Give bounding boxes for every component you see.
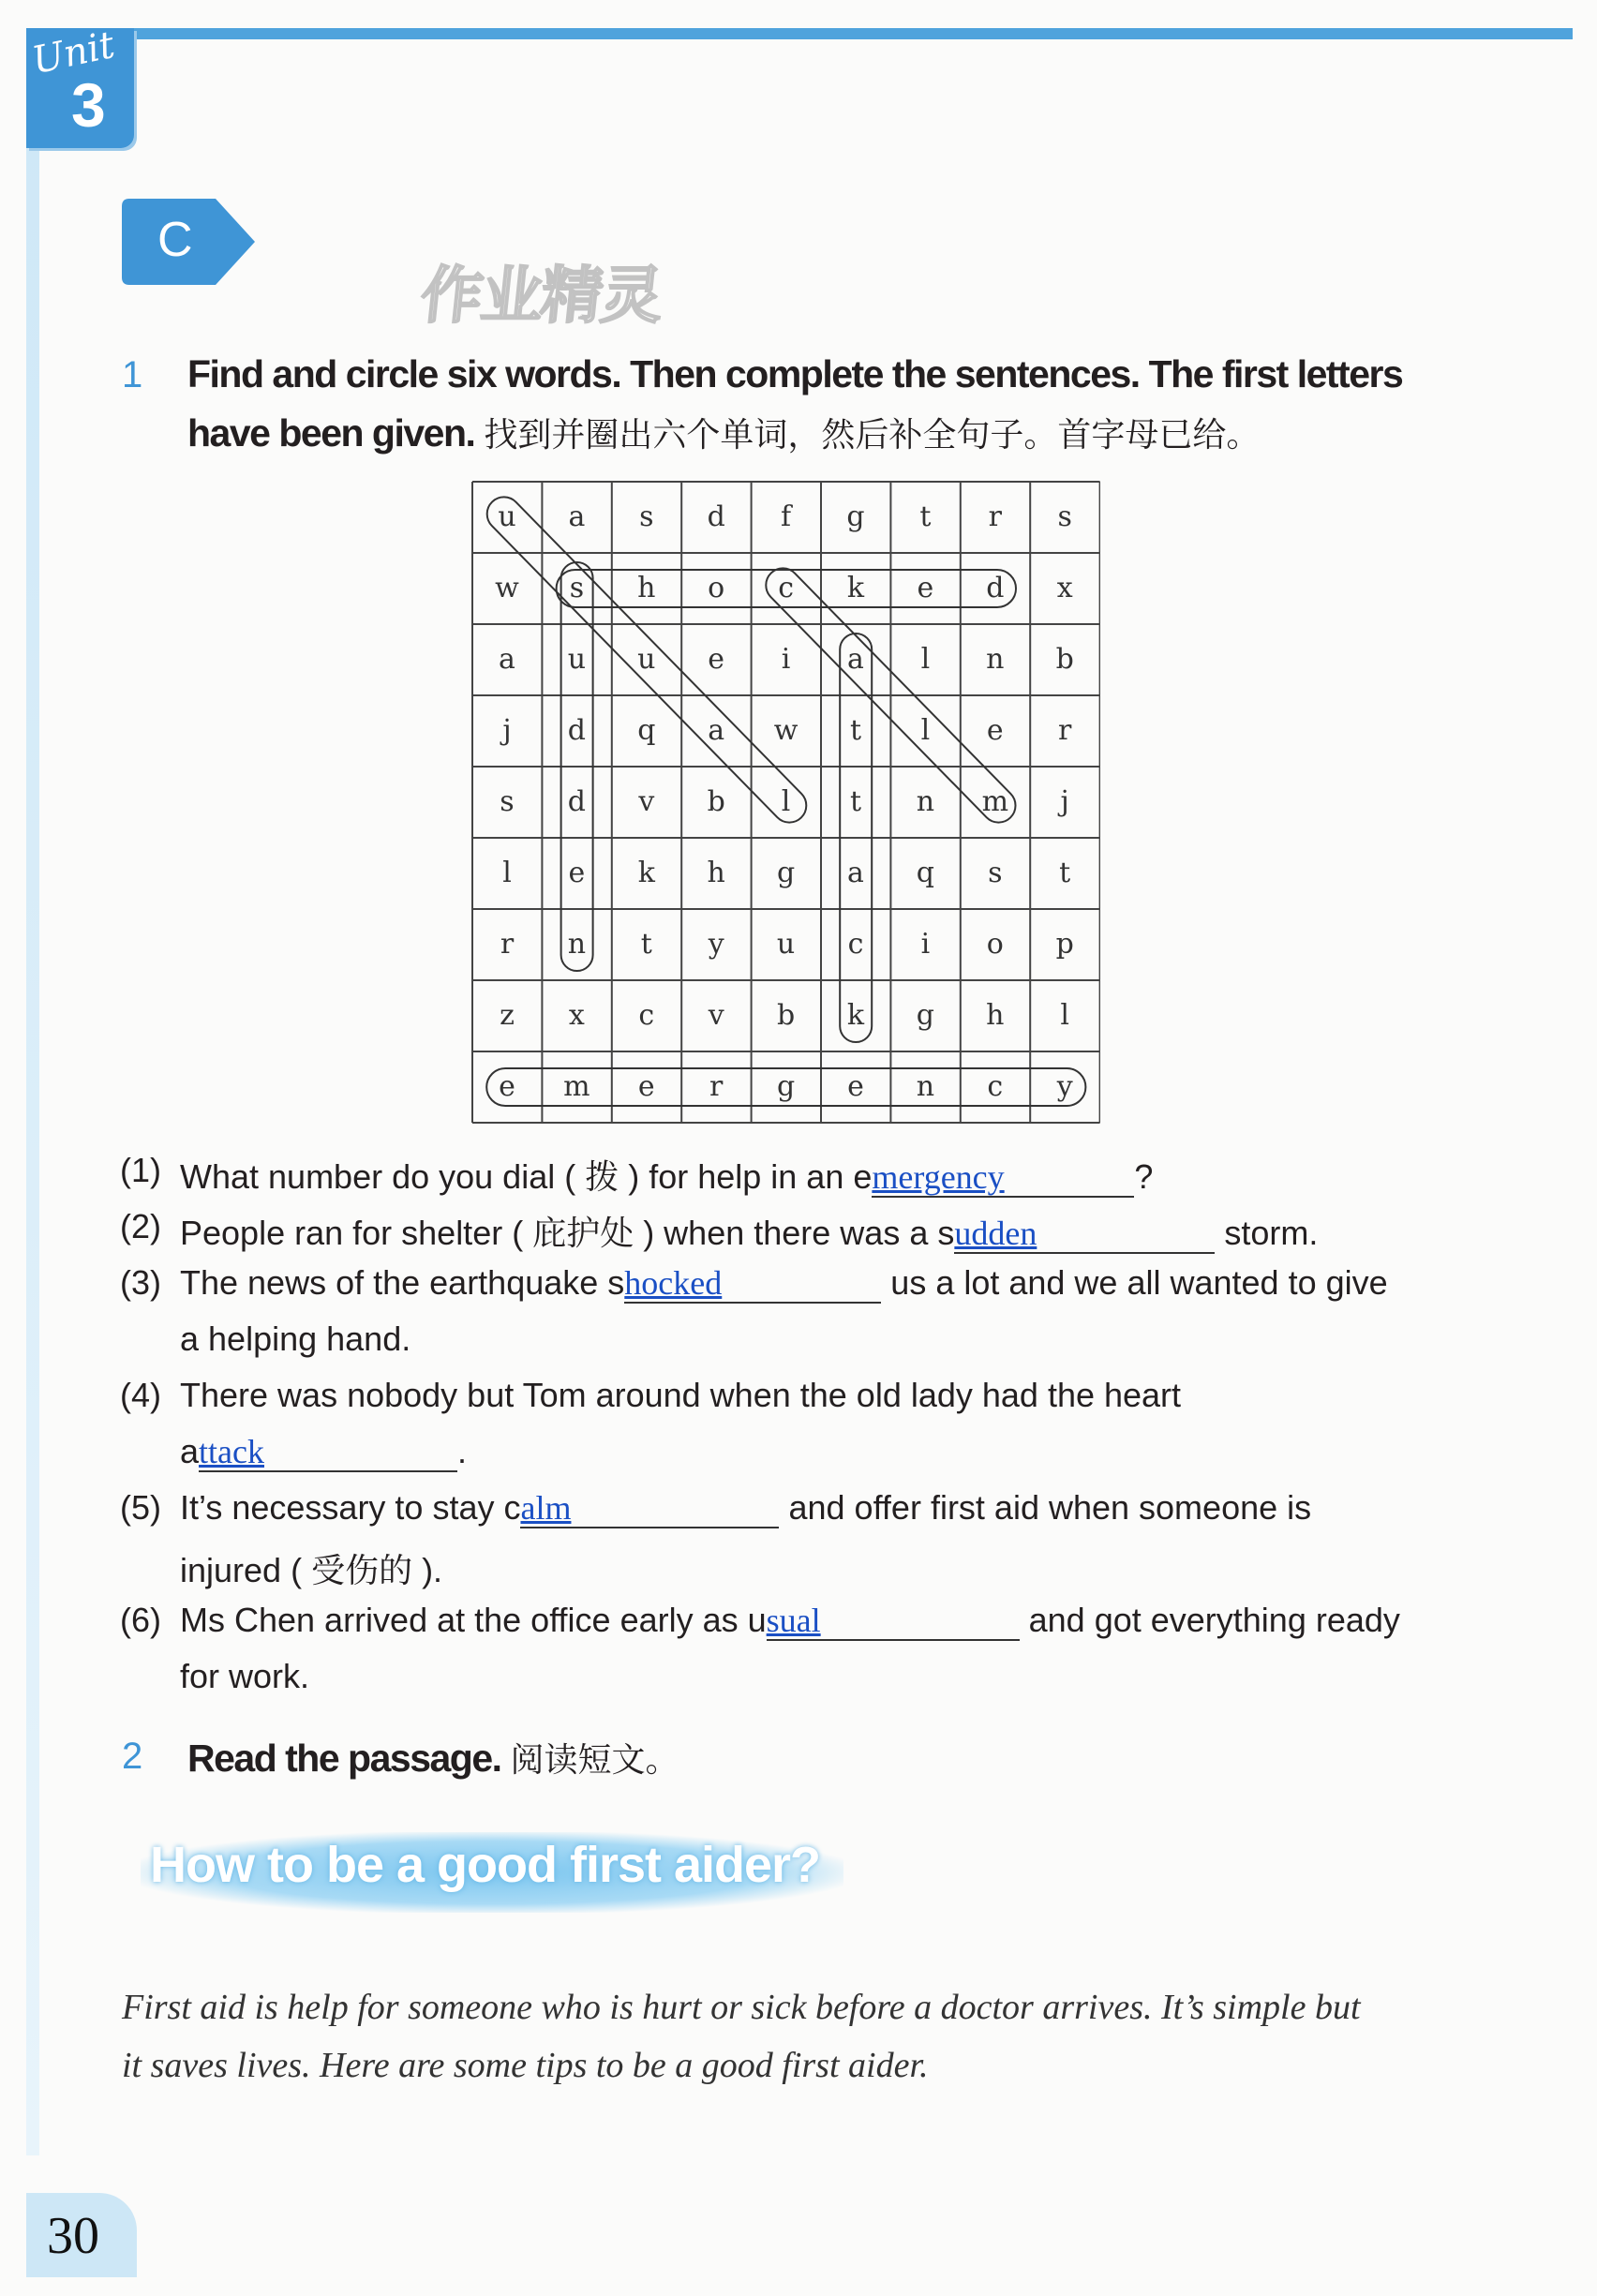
grid-letter: l xyxy=(920,714,931,747)
grid-letter: a xyxy=(847,857,864,889)
grid-letter: n xyxy=(916,785,935,818)
sentence-text: There was nobody but Tom around when the old lady had the heart xyxy=(180,1376,1182,1414)
sentence-4-continued: attack . xyxy=(180,1432,468,1470)
passage-title: How to be a good first aider? xyxy=(150,1837,821,1893)
grid-letter: e xyxy=(986,714,1004,747)
grid-letter: v xyxy=(708,999,724,1032)
section-letter: C xyxy=(157,213,193,267)
watermark-top: 作业精灵 xyxy=(417,260,665,332)
unit-word: Unit xyxy=(28,22,119,83)
sentence-text-after: ? xyxy=(1134,1157,1154,1196)
grid-letter: m xyxy=(981,785,1009,818)
grid-letter: c xyxy=(638,999,655,1032)
grid-letter: h xyxy=(986,999,1005,1032)
grid-letter: c xyxy=(778,572,794,604)
sentence-text-after: storm. xyxy=(1215,1214,1319,1252)
question-2-cn: 阅读短文。 xyxy=(510,1740,679,1779)
grid-letter: d xyxy=(567,714,586,747)
grid-letter: t xyxy=(919,500,932,533)
grid-letter: h xyxy=(707,857,725,889)
sentence-number: (4) xyxy=(120,1376,161,1414)
grid-letter: s xyxy=(988,857,1003,889)
grid-letter: a xyxy=(499,643,515,676)
page-number-tab xyxy=(26,2193,137,2277)
grid-letter: n xyxy=(567,928,587,961)
unit-number: 3 xyxy=(71,70,106,140)
grid-letter: q xyxy=(916,857,934,889)
grid-letter: l xyxy=(781,785,791,818)
instruction-line-1: Find and circle six words. Then complete the sentences. The first letters xyxy=(187,352,1403,395)
grid-letter: l xyxy=(502,857,512,889)
grid-letter: d xyxy=(567,785,586,818)
question-2-number: 2 xyxy=(122,1736,143,1777)
sentence-text: What number do you dial ( 拨 ) for help in an e xyxy=(180,1157,873,1196)
grid-letter: x xyxy=(568,999,585,1032)
sentence-3-continued: a helping hand. xyxy=(180,1319,411,1358)
grid-letter: k xyxy=(846,572,865,604)
grid-letter: k xyxy=(637,857,655,889)
grid-letter: o xyxy=(986,928,1004,961)
instruction-line-2-cn: 找到并圈出六个单词，然后补全句子。首字母已给。 xyxy=(484,415,1261,454)
sentence-5-continued: injured ( 受伤的 ). xyxy=(180,1551,443,1589)
passage-line-1: First aid is help for someone who is hurt or sick before a doctor arrives. It’s simple but xyxy=(122,1988,1361,2027)
word-search-grid xyxy=(470,480,1100,1125)
grid-letter: w xyxy=(773,714,798,747)
grid-letter: p xyxy=(1055,928,1074,961)
grid-letter: f xyxy=(781,500,792,533)
grid-letter: g xyxy=(846,500,865,533)
grid-letter: y xyxy=(708,928,724,961)
answer-blank[interactable]: sual xyxy=(767,1603,1020,1641)
grid-letter: d xyxy=(707,500,725,533)
grid-letter: j xyxy=(1060,785,1069,818)
grid-letter: g xyxy=(776,857,796,889)
top-accent-bar xyxy=(26,28,1573,39)
grid-letter: s xyxy=(1057,500,1072,533)
grid-letter: u xyxy=(637,643,656,676)
grid-letter: b xyxy=(776,999,796,1032)
grid-letter: z xyxy=(500,999,515,1032)
grid-letter: r xyxy=(1058,714,1072,747)
grid-letter: a xyxy=(568,500,586,533)
grid-letter: e xyxy=(917,572,934,604)
grid-letter: u xyxy=(776,928,796,961)
left-accent-bar xyxy=(26,141,39,2155)
grid-letter: e xyxy=(637,1070,655,1103)
sentence-number: (1) xyxy=(120,1151,161,1189)
grid-letter: l xyxy=(920,643,931,676)
grid-letter: a xyxy=(847,643,864,676)
sentence-text-after: us a lot and we all wanted to give xyxy=(881,1263,1388,1302)
section-badge xyxy=(122,199,255,285)
grid-letter: u xyxy=(567,643,587,676)
grid-letter: o xyxy=(708,572,725,604)
grid-letter: u xyxy=(498,500,516,533)
answer-blank[interactable]: alm xyxy=(520,1491,779,1528)
grid-letter: t xyxy=(849,785,862,818)
sentence-number: (3) xyxy=(120,1263,161,1302)
grid-letter: w xyxy=(495,572,519,604)
grid-letter: r xyxy=(988,500,1002,533)
grid-letter: s xyxy=(569,572,585,604)
grid-letter: t xyxy=(640,928,652,961)
question-1-instruction-line-2 xyxy=(187,409,1260,456)
passage-line-2: it saves lives. Here are some tips to be a good first aider. xyxy=(122,2046,929,2085)
grid-letter: b xyxy=(1055,643,1074,676)
question-1-instruction xyxy=(187,352,1402,396)
grid-letter: m xyxy=(563,1070,590,1103)
page-number: 30 xyxy=(47,2207,99,2265)
sentence-number: (6) xyxy=(120,1601,161,1639)
grid-letter: h xyxy=(637,572,656,604)
grid-letter: s xyxy=(639,500,654,533)
grid-letter: e xyxy=(568,857,586,889)
grid-letter: l xyxy=(1060,999,1069,1032)
grid-letter: i xyxy=(920,928,931,961)
grid-letter: r xyxy=(500,928,515,961)
instruction-line-2-en: have been given. xyxy=(187,411,475,455)
sentence-text-after: and offer first aid when someone is xyxy=(779,1488,1312,1527)
sentence-6-continued: for work. xyxy=(180,1657,310,1695)
grid-letter: x xyxy=(1056,572,1073,604)
grid-letter: g xyxy=(916,999,934,1032)
answer-blank[interactable]: hocked xyxy=(624,1266,881,1304)
sentence-text: The news of the earthquake s xyxy=(180,1263,625,1302)
sentence-text: It’s necessary to stay c xyxy=(180,1488,521,1527)
grid-letter: r xyxy=(709,1070,724,1103)
grid-letter: s xyxy=(500,785,515,818)
grid-letter: k xyxy=(846,999,865,1032)
answer-blank[interactable]: ttack xyxy=(199,1435,457,1472)
grid-letter: e xyxy=(708,643,725,676)
grid-letter: q xyxy=(637,714,656,747)
grid-letter: d xyxy=(986,572,1005,604)
passage-title-banner xyxy=(141,1832,843,1913)
grid-letter: g xyxy=(776,1070,796,1103)
grid-letter: t xyxy=(1059,857,1071,889)
answer-blank[interactable]: udden xyxy=(954,1216,1215,1254)
sentence-text: Ms Chen arrived at the office early as u xyxy=(180,1601,767,1639)
question-1-number: 1 xyxy=(122,354,143,395)
sentence-text-after: and got everything ready xyxy=(1019,1601,1400,1639)
grid-letter: v xyxy=(638,785,655,818)
grid-letter: c xyxy=(987,1070,1004,1103)
sentence-number: (5) xyxy=(120,1488,161,1527)
grid-letter: y xyxy=(1056,1070,1073,1103)
grid-letter: c xyxy=(847,928,864,961)
grid-letter: e xyxy=(499,1070,515,1103)
answer-blank[interactable]: mergency xyxy=(872,1160,1134,1198)
grid-letter: n xyxy=(986,643,1005,676)
unit-tab xyxy=(26,22,134,148)
grid-letter: t xyxy=(849,714,862,747)
grid-letter: a xyxy=(708,714,725,747)
grid-letter: b xyxy=(707,785,725,818)
grid-letter: i xyxy=(781,643,791,676)
grid-letter: e xyxy=(847,1070,864,1103)
grid-letter: n xyxy=(916,1070,935,1103)
sentence-text: People ran for shelter ( 庇护处 ) when there was a s xyxy=(180,1214,955,1252)
grid-letter: j xyxy=(502,714,512,747)
sentence-number: (2) xyxy=(120,1207,161,1245)
question-2-instruction xyxy=(187,1734,679,1782)
question-2-en: Read the passage. xyxy=(187,1737,501,1780)
